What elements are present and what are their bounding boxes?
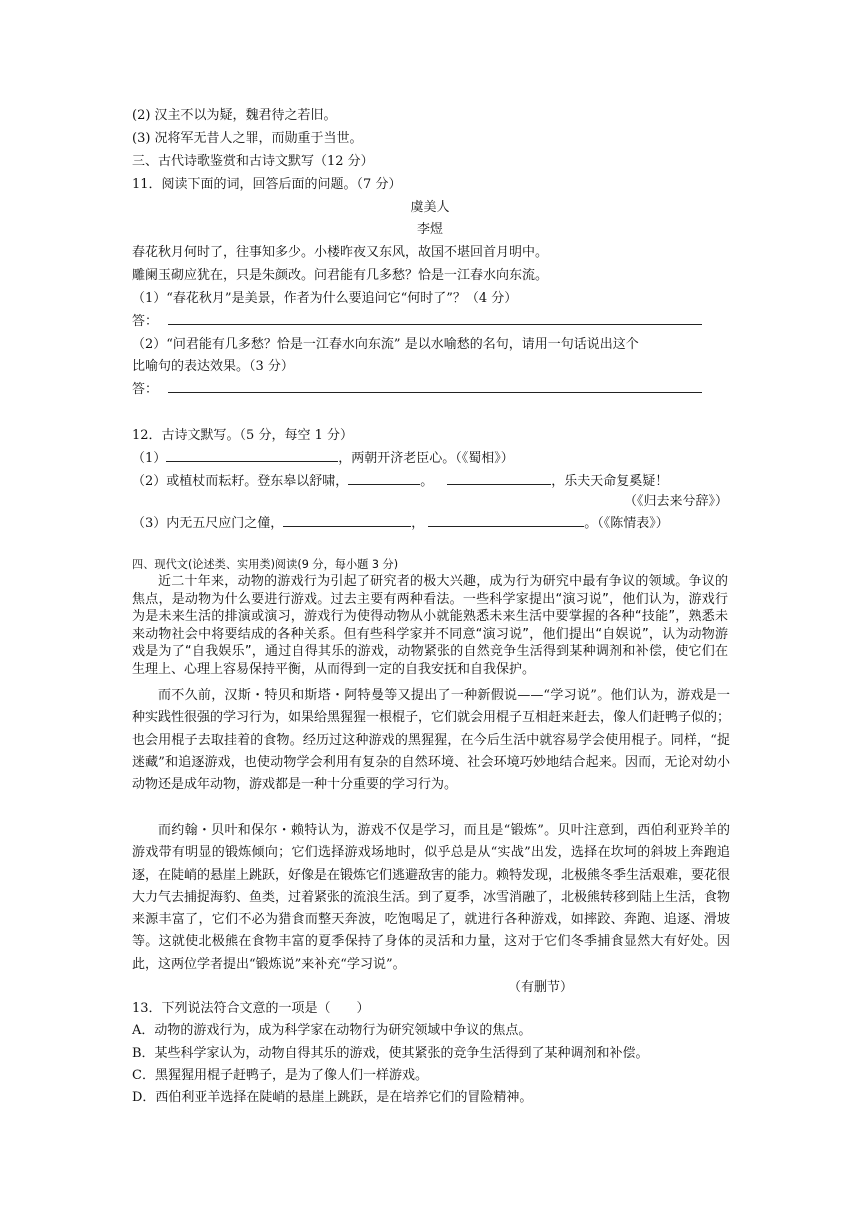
answer-label: 答：: [132, 382, 159, 397]
fill-blank-3[interactable]: [447, 471, 551, 485]
question-11: 11．阅读下面的词，回答后面的问题。（7 分）: [132, 177, 402, 192]
answer-line-1: [132, 311, 742, 333]
poem-title: 虞美人: [410, 200, 450, 215]
poem-line-1: 春花秋月何时了，往事知多少。小楼昨夜又东风，故国不堪回首月明中。: [132, 245, 549, 260]
question-13: 13．下列说法符合文意的一项是（ ）: [132, 1001, 370, 1016]
fill-2-mid: 。: [420, 474, 434, 489]
poem-line-2: 雕阑玉砌应犹在，只是朱颜改。问君能有几多愁？恰是一江春水向东流。: [132, 268, 549, 283]
article-paragraph-1: 近二十年来，动物的游戏行为引起了研究者的极大兴趣，成为行为研究中最有争议的领域。争议的焦点，是动物为什么要进行游戏。过去主要有两种看法。一些科学家提出“演习说”，他们认为，游戏行为是未来生活的排演或演习，游戏行为使得动物从小就能熟悉未来生活中要掌握的各种“技能”，熟悉未来动物社会中将要结成的各种关系。但有些科学家并不同意“演习说”，他们提出“自娱说”，认为动物游戏是为了“自我娱乐”，通过自得其乐的游戏，动物紧张的自然竞争生活得到某种调剂和补偿，使它们在生理上、心理上容易保持平衡，从而得到一定的自我安抚和自我保护。: [132, 574, 728, 677]
article-paragraph-3: 而约翰・贝叶和保尔・赖特认为，游戏不仅是学习，而且是“锻炼”。贝叶注意到，西伯利亚羚羊的游戏带有明显的锻炼倾向；它们选择游戏场地时，似乎总是从“实战”出发，选择在坎坷的斜坡上奔跑追逐，在陡峭的悬崖上跳跃，好像是在锻炼它们逃避敌害的能力。赖特发现，北极熊冬季生活艰难，要花很大力气去捕捉海豹、鱼类，过着紧张的流浪生活。到了夏季，冰雪消融了，北极熊转移到陆上生活，食物来源丰富了，它们不必为猎食而整天奔波，吃饱喝足了，就进行各种游戏，如摔跤、奔跑、追逐、滑坡等。这就使北极熊在食物丰富的夏季保持了身体的灵活和力量，这对于它们冬季捕食显然大有好处。因此，这两位学者提出“锻炼说”来补充“学习说”。: [132, 823, 731, 972]
answer-blank-1[interactable]: [168, 311, 702, 325]
fill-blank-4[interactable]: [283, 513, 411, 527]
answer-blank-2[interactable]: [168, 379, 702, 393]
fill-blank-1[interactable]: [166, 448, 338, 462]
fill-blank-5[interactable]: [428, 513, 584, 527]
question-11-sub-2-a: （2）“问君能有几多愁？恰是一江春水向东流” 是以水喻愁的名句，请用一句话说出这个: [132, 337, 639, 352]
answer-label: 答：: [132, 314, 159, 329]
fill-blank-2[interactable]: [348, 471, 420, 485]
option-d[interactable]: D．西伯利亚羊选择在陡峭的悬崖上跳跃，是在培养它们的冒险精神。: [132, 1090, 533, 1105]
fill-2-suffix: ，乐夫天命复奚疑！: [551, 474, 669, 489]
section-4-heading: 四、现代文(论述类、实用类)阅读(9 分，每小题 3 分): [132, 558, 399, 571]
fill-3-mid: ，: [411, 516, 425, 531]
answer-line-2: [132, 379, 742, 401]
option-c[interactable]: C．黑猩猩用棍子赶鸭子，是为了像人们一样游戏。: [132, 1068, 428, 1083]
fill-1-suffix: ，两朝开济老臣心。（《蜀相》）: [338, 451, 514, 466]
poem-author: 李煜: [416, 222, 443, 237]
fill-line-2: [132, 471, 742, 493]
sentence-3: (3) 况将军无昔人之罪，而勋重于当世。: [132, 131, 363, 146]
question-12: 12．古诗文默写。（5 分，每空 1 分）: [132, 428, 353, 443]
fill-1-prefix: （1）: [132, 451, 167, 466]
option-a[interactable]: A．动物的游戏行为，成为科学家在动物行为研究领域中争议的焦点。: [132, 1023, 532, 1038]
fill-line-1: [132, 448, 742, 470]
fill-2-prefix: （2）或植杖而耘耔。登东皋以舒啸，: [132, 474, 349, 489]
section-3-heading: 三、古代诗歌鉴赏和古诗文默写（12 分）: [132, 154, 374, 169]
fill-2-source: （《归去来兮辞》）: [623, 494, 728, 509]
fill-3-suffix: 。（《陈情表》）: [584, 516, 669, 531]
abridged-note: （有删节）: [508, 980, 574, 995]
option-b[interactable]: B．某些科学家认为，动物自得其乐的游戏，使其紧张的竞争生活得到了某种调剂和补偿。: [132, 1046, 649, 1061]
question-11-sub-1: （1）“春花秋月”是美景，作者为什么要追问它“何时了”？（4 分）: [132, 291, 518, 306]
article-paragraph-2: 而不久前，汉斯・特贝和斯塔・阿特曼等又提出了一种新假说——“学习说”。他们认为，游戏是一种实践性很强的学习行为，如果给黑猩猩一根棍子，它们就会用棍子互相赶来赶去，像人们赶鸭子似的；也会用棍子去取挂着的食物。经历过这种游戏的黑猩猩，在今后生活中就容易学会使用棍子。同样，“捉迷藏”和追逐游戏，也使动物学会利用有复杂的自然环境、社会环境巧妙地结合起来。因而，无论对幼小动物还是成年动物，游戏都是一种十分重要的学习行为。: [132, 688, 731, 793]
question-11-sub-2-b: 比喻句的表达效果。（3 分）: [132, 359, 294, 374]
fill-line-3: [132, 513, 742, 535]
fill-3-prefix: （3）内无五尺应门之僮，: [132, 516, 284, 531]
sentence-2: (2) 汉主不以为疑，魏君待之若旧。: [132, 108, 337, 123]
